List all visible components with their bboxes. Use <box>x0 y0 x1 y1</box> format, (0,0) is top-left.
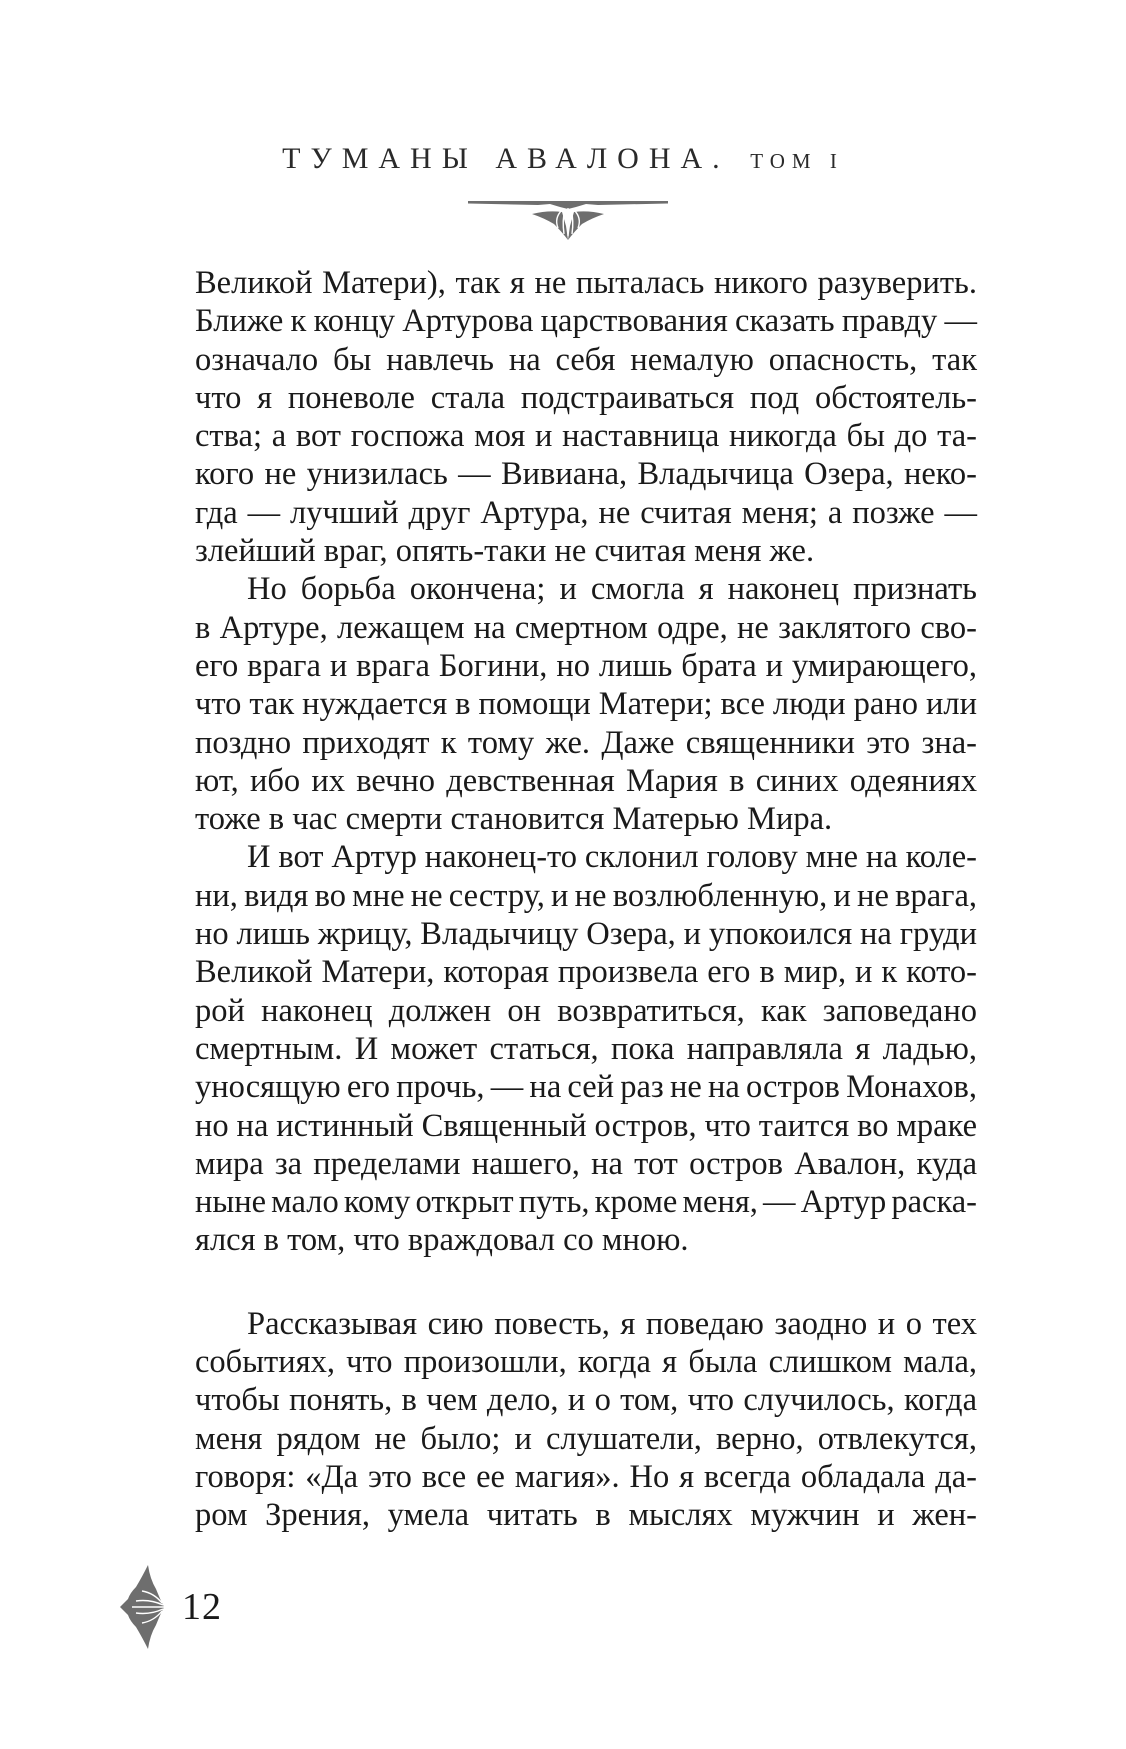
text-line: говоря: «Да это все ее магия». Но я всегда обладала да- <box>195 1458 977 1495</box>
running-head <box>0 142 1126 176</box>
folio-ornament-icon <box>120 1565 164 1649</box>
text-line: чтобы понять, в чем дело, и о том, что случилось, когда <box>195 1382 977 1419</box>
text-line: тоже в час смерти становится Матерью Мира. <box>195 801 833 838</box>
text-line: ром Зрения, умела читать в мыслях мужчин и жен- <box>195 1497 977 1534</box>
text-line: что я поневоле стала подстраиваться под обстоятель- <box>195 379 977 416</box>
text-line: гда — лучший друг Артура, не считая меня; а позже — <box>195 494 977 531</box>
text-line: в Артуре, лежащем на смертном одре, не заклятого сво- <box>195 609 977 646</box>
text-line: меня рядом не было; и слушатели, верно, отвлекутся, <box>195 1420 977 1457</box>
text-line: но на истинный Священный остров, что таится во мраке <box>195 1107 977 1144</box>
text-line: И вот Артур наконец-то склонил голову мне на коле- <box>247 839 977 876</box>
text-line: Ближе к концу Артурова царствования сказать правду — <box>195 303 977 340</box>
page-number: 12 <box>182 1586 222 1628</box>
text-line: Рассказывая сию повесть, я поведаю заодно и о тех <box>247 1305 977 1342</box>
volume-label: ТОМ I <box>750 149 844 173</box>
text-line: событиях, что произошли, когда я была слишком мала, <box>195 1344 977 1381</box>
body-text <box>195 264 977 1535</box>
text-line: ют, ибо их вечно девственная Мария в синих одеяниях <box>195 762 977 799</box>
text-line: означало бы навлечь на себя немалую опасность, так <box>195 341 977 378</box>
text-line: злейший враг, опять-таки не считая меня же. <box>195 533 815 570</box>
text-line: Великой Матери), так я не пыталась никого разуверить. <box>195 265 977 301</box>
text-line: уносящую его прочь, — на сей раз не на остров Монахов, <box>195 1069 977 1106</box>
text-line: ни, видя во мне не сестру, и не возлюбленную, и не врага, <box>195 877 977 914</box>
paragraph <box>195 1305 977 1535</box>
text-line: Но борьба окончена; и смогла я наконец признать <box>247 571 977 608</box>
text-line: что так нуждается в помощи Матери; все люди рано или <box>195 686 977 723</box>
text-line: но лишь жрицу, Владычицу Озера, и упокоился на груди <box>195 916 977 953</box>
paragraph <box>195 838 977 1259</box>
text-line: ныне мало кому открыт путь, кроме меня, — Артур раска- <box>195 1184 977 1221</box>
folio <box>120 1557 222 1657</box>
section-break <box>195 1260 977 1305</box>
text-line: смертным. И может статься, пока направляла я ладью, <box>195 1030 977 1067</box>
text-line: поздно приходят к тому же. Даже священники это зна- <box>195 724 977 761</box>
text-line: ства; а вот госпожа моя и наставница никогда бы до та- <box>195 418 977 455</box>
text-line: его врага и врага Богини, но лишь брата и умирающего, <box>195 647 977 684</box>
book-title: ТУМАНЫ АВАЛОНА. <box>282 142 730 175</box>
text-line: рой наконец должен он возвратиться, как заповедано <box>195 992 977 1029</box>
text-line: ялся в том, что враждовал со мною. <box>195 1222 689 1259</box>
text-line: Великой Матери, которая произвела его в мир, и к кото- <box>195 954 977 991</box>
paragraph <box>195 570 977 838</box>
header-ornament-icon <box>468 200 668 240</box>
text-line: мира за пределами нашего, на тот остров Авалон, куда <box>195 1145 977 1182</box>
text-line: кого не унизилась — Вивиана, Владычица Озера, неко- <box>195 456 977 493</box>
paragraph <box>195 264 977 570</box>
